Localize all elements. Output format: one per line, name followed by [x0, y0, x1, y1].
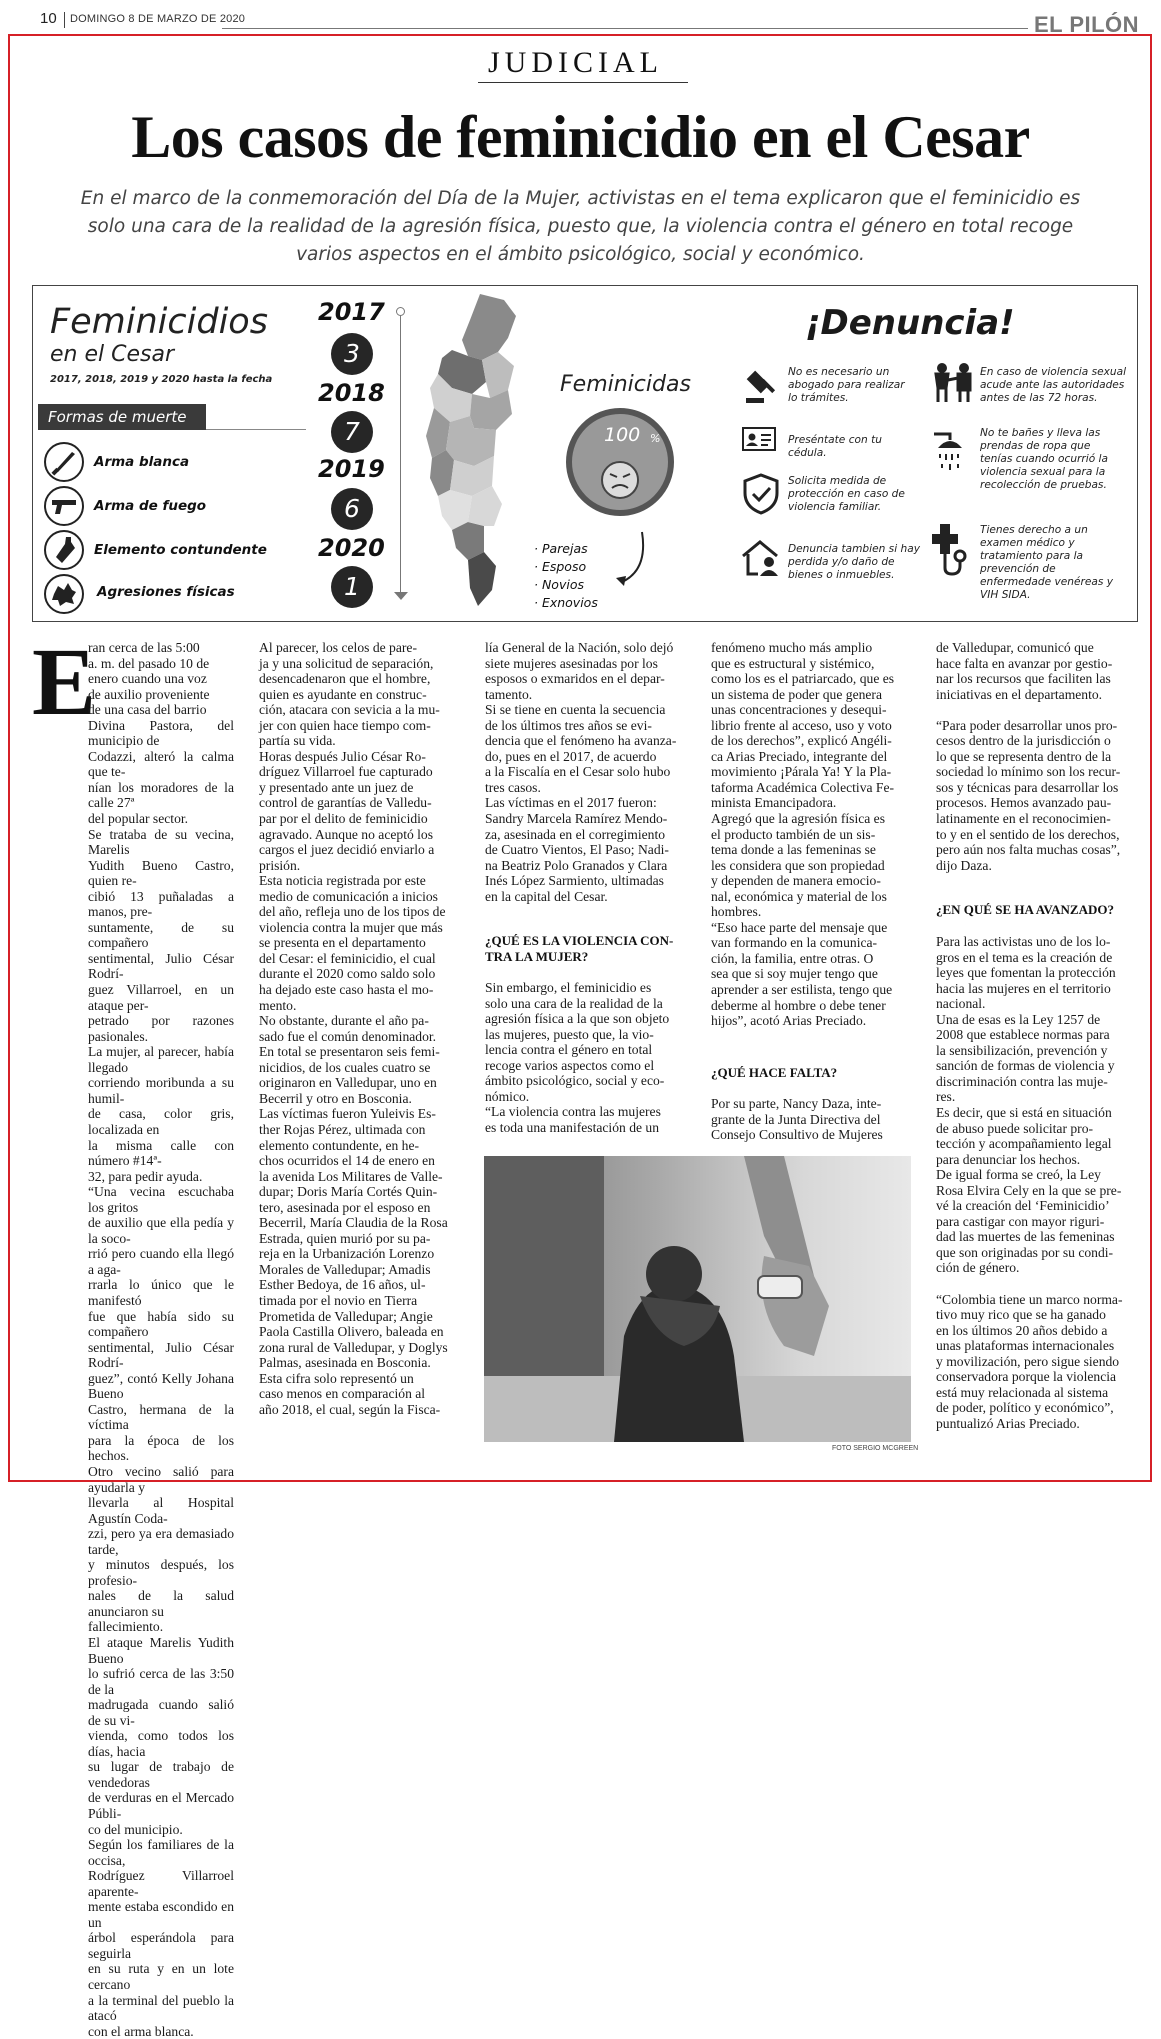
timeline-year: 2019 — [318, 455, 385, 483]
lead-paragraph: En el marco de la conmemoración del Día de la Mujer, activistas en el tema explicaron que el feminicidio es solo una cara de la realidad de la agresión física, puesto que, la violencia contra el género en total recoge varios aspectos en el ámbito psicológico, social y económico. — [80, 188, 1081, 265]
timeline-year: 2018 — [318, 379, 385, 407]
section-subhead: ¿EN QUÉ SE HA AVANZADO? — [936, 902, 1114, 917]
angry-face-icon — [590, 450, 650, 510]
knife-icon — [44, 442, 84, 482]
newspaper-logo: EL PILÓN — [1034, 12, 1140, 37]
method-label: Arma de fuego — [94, 498, 207, 514]
denuncia-item-text: No te bañes y lleva las prendas de ropa que tenías cuando ocurrió la violencia sexual para la recolección de pruebas. — [980, 427, 1108, 491]
photo-credit: FOTO SERGIO MCGREEN — [832, 1445, 919, 1452]
methods-title: Formas de muerte — [48, 408, 187, 426]
shield-check-icon — [742, 473, 780, 515]
denuncia-title: ¡Denuncia! — [805, 303, 1015, 343]
cesar-map — [412, 290, 542, 620]
perpetrator-item: · Parejas — [534, 541, 588, 556]
timeline-dot — [396, 307, 405, 316]
denuncia-item-text: Preséntate con tu cédula. — [788, 434, 882, 459]
article-column-5a: de Valledupar, comunicó que hace falta en avanzar por gestio- nar los recursos que faciliten las iniciativas en el departamento. “Para poder desarrollar unos pro- cesos dentro de la jurisdicción o lo que se representa dentro de la sociedad lo mínimo son los recur- sos y técnicas para desarrollar los procesos. Hemos avanzado pau- latinamente en el reconocimien- to y en el sentido de los derechos, pero aún nos falta muchas cosas”, dijo Daza. — [936, 640, 1121, 873]
perpetrators-percent-unit: % — [650, 432, 661, 445]
article-column-1: ran cerca de las 5:00 a. m. del pasado 10 de enero cuando una voz de auxilio proveniente de una casa del barrio Divina Pastora, del municipio de Codazzi, alteró la calma que te- nían los moradores de la calle 27ª del popular sector. Se trataba de su vecina, Marelis Yudith Bueno Castro, quien re- cibió 13 puñaladas a manos, pre- suntamente, de su compañero sentimental, Julio César Rodrí- guez Villarroel, en un ataque per- petrado por razones pasionales. La mujer, al parecer, había llegado corriendo moribunda a su humil- de casa, color gris, localizada en la misma calle con número #14ª- 32, para pedir ayuda. “Una vecina escuchaba los gritos de auxilio que ella pedía y la soco- rrió pero cuando ella llegó a aga- rrarla lo único que le manifestó fue que había sido su compañero sentimental, Julio César Rodrí- guez”, contó Kelly Johana Bueno Castro, hermana de la víctima para la época de los hechos. Otro vecino salió para ayudarla y llevarla al Hospital Agustín Coda- zzi, pero ya era demasiado tarde, y minutos después, los profesio- nales de la salud anunciaron su fallecimiento. El ataque Marelis Yudith Bueno lo sufrió cerca de las 3:50 de la madrugada cuando salió de su vi- vienda, como todos los días, hacia su lugar de trabajo de vendedoras de verduras en el Mercado Públi- co del municipio. Según los familiares de la occisa, Rodríguez Villarroel aparente- mente estaba escondido en un árbol esperándola para seguirla en su ruta y en un lote cercano a la terminal del pueblo la atacó con el arma blanca. — [88, 640, 234, 2039]
timeline-arrow-icon — [394, 592, 408, 600]
denuncia-item-text: Tienes derecho a un examen médico y tratamiento para la prevención de enfermedade venéreas y VIH SIDA. — [980, 524, 1114, 601]
perpetrator-item: · Esposo — [534, 559, 587, 574]
denuncia-item-text: Denuncia tambien si hay perdida y/o daño de bienes o inmuebles. — [788, 543, 920, 581]
denuncia-item-text: En caso de violencia sexual acude ante las autoridades antes de las 72 horas. — [980, 366, 1127, 404]
section-underline — [478, 82, 688, 83]
section-subhead: ¿QUÉ ES LA VIOLENCIA CON- TRA LA MUJER? — [485, 933, 674, 964]
section-label: JUDICIAL — [488, 46, 663, 79]
page-number: 10 — [40, 10, 57, 27]
gavel-icon — [742, 366, 782, 406]
curved-arrow-icon — [612, 530, 662, 590]
method-label: Agresiones físicas — [97, 584, 235, 600]
id-card-icon — [742, 427, 778, 453]
infographic-subtitle: en el Cesar — [50, 342, 174, 367]
page-date: DOMINGO 8 DE MARZO DE 2020 — [70, 13, 246, 25]
infographic-date-note: 2017, 2018, 2019 y 2020 hasta la fecha — [50, 374, 273, 385]
article-column-3a: lía General de la Nación, solo dejó siete mujeres asesinadas por los esposos o exmaridos en el depar- tamento. Si se tiene en cuenta la secuencia de los últimos tres años se evi- dencia que el fenómeno ha avanza- do, pues en el 2017, de acuerdo a la Fiscalía en el Cesar solo hubo tres casos. Las víctimas en el 2017 fueron: Sandry Marcela Ramírez Mendo- za, asesinada en el corregimiento de Cuatro Vientos, El Paso; Nadi- na Beatriz Polo Granados y Clara Inés López Sarmiento, ultimadas en la capital del Cesar. — [485, 640, 677, 904]
header-rule — [222, 28, 1028, 29]
article-column-3b: Sin embargo, el feminicidio es solo una cara de la realidad de la agresión física a la que son objeto las mujeres, puesto que, la vio- lencia contra el género en total recoge varios aspectos como el ámbito psicológico, social y eco- nómico. “La violencia contra las mujeres es toda una manifestación de un — [485, 980, 670, 1135]
aggression-icon — [930, 360, 976, 406]
perpetrator-item: · Novios — [534, 577, 584, 592]
article-photo — [484, 1156, 911, 1442]
infographic-title: Feminicidios — [50, 302, 268, 342]
perpetrator-item: · Exnovios — [534, 595, 598, 610]
denuncia-item-text: Solicita medida de protección en caso de violencia familiar. — [788, 475, 905, 513]
timeline-year: 2020 — [318, 534, 385, 562]
headline: Los casos de feminicidio en el Cesar — [131, 104, 1030, 170]
methods-underline — [206, 429, 306, 430]
fist-impact-icon — [44, 574, 84, 614]
stethoscope-icon — [928, 520, 970, 578]
perpetrators-title: Feminicidas — [560, 372, 691, 397]
bottle-icon — [44, 530, 84, 570]
article-column-4b: Por su parte, Nancy Daza, inte- grante de la Junta Directiva del Consejo Consultivo de Mujeres — [711, 1096, 883, 1143]
gun-icon — [44, 486, 84, 526]
article-column-2: Al parecer, los celos de pare- ja y una solicitud de separación, desencadenaron que el hombre, quien es ayudante en construc- ción, atacara con sevicia a la mu- jer con quien hace tiempo com- partía su vida. Horas después Julio César Ro- dríguez Villarroel fue capturado y presentado ante un juez de control de garantías de Valledu- par por el delito de feminicidio agravado. Aunque no aceptó los cargos el juez decidió enviarlo a prisión. Esta noticia registrada por este medio de comunicación a inicios del año, refleja uno de los tipos de violencia contra la mujer que más se presenta en el departamento del Cesar: el feminicidio, el cual durante el 2020 como saldo solo ha dejado este caso hasta el mo- mento. No obstante, durante el año pa- sado fue el común denominador. En total se presentaron seis femi- nicidios, de los cuales cuatro se originaron en Valledupar, uno en Becerril y otro en Bosconia. Las víctimas fueron Yuleivis Es- ther Rojas Pérez, ultimada con elemento contundente, en he- chos ocurridos el 14 de enero en la avenida Los Militares de Valle- dupar; Doris María Cortés Quin- tero, asesinada por el esposo en Becerril, María Claudia de la Rosa Estrada, quien murió por su pa- reja en la Urbanización Lorenzo Morales de Valledupar; Amadis Esther Bedoya, de 16 años, ul- timada por el novio en Tierra Prometida de Valledupar; Angie Paola Castilla Olivero, baleada en zona rural de Valledupar, y Doglys Palmas, asesinada en Bosconia. Esta cifra solo representó un caso menos en comparación al año 2018, el cual, según la Fisca- — [259, 640, 448, 1417]
drop-cap: E — [32, 628, 97, 735]
article-column-5b: Para las activistas uno de los lo- gros en el tema es la creación de leyes que fomentan la protección hacia las mujeres en el territorio nacional. Una de esas es la Ley 1257 de 2008 que establece normas para la sensibilización, prevención y sanción de formas de violencia y discriminación contra las muje- res. Es decir, que si está en situación de abuso puede solicitar pro- tección y acompañamiento legal para denunciar los hechos. De igual forma se creó, la Ley Rosa Elvira Cely en la que se pre- vé la creación del ‘Feminicidio’ para castigar con mayor riguri- dad las muertes de las femeninas que son originadas por su condi- ción de género. “Colombia tiene un marco norma- tivo muy rico que se ha ganado en los últimos 20 años debido a unas plataformas internacionales y movilización, pero sigue siendo conservadora porque la violencia está muy relacionada al sistema de poder, político y económico”, puntualizó Arias Preciado. — [936, 934, 1123, 1431]
timeline-count: 6 — [331, 488, 373, 530]
perpetrators-percent: 100 — [604, 424, 641, 446]
shower-icon — [930, 430, 970, 474]
timeline-count: 7 — [331, 411, 373, 453]
timeline-count: 1 — [331, 566, 373, 608]
timeline-line — [400, 312, 401, 598]
header-divider — [64, 12, 65, 28]
article-column-4a: fenómeno mucho más amplio que es estructural y sistémico, como los es el patriarcado, que es un sistema de poder que genera unas concentraciones y desequi- librio frente al acceso, uso y voto de los derechos”, explicó Angéli- ca Arias Preciado, integrante del movimiento ¡Párala Ya! Y la Pla- taforma Académica Colectiva Fe- minista Emancipadora. Agregó que la agresión física es el producto también de un sis- tema donde a las femeninas se les considera que son propiedad y dependen de manera emocio- nal, económica y material de los hombres. “Eso hace parte del mensaje que van formando en la comunica- ción, la familia, entre otras. O sea que si soy mujer tengo que aprender a ser estilista, tengo que deberme al hombre o debe tener hijos”, acotó Arias Preciado. — [711, 640, 895, 1029]
house-person-icon — [740, 538, 782, 578]
method-label: Arma blanca — [94, 454, 190, 470]
denuncia-item-text: No es necesario un abogado para realizar lo trámites. — [788, 366, 905, 404]
section-subhead: ¿QUÉ HACE FALTA? — [711, 1065, 838, 1080]
timeline-year: 2017 — [318, 298, 385, 326]
timeline-count: 3 — [331, 333, 373, 375]
method-label: Elemento contundente — [94, 542, 267, 558]
